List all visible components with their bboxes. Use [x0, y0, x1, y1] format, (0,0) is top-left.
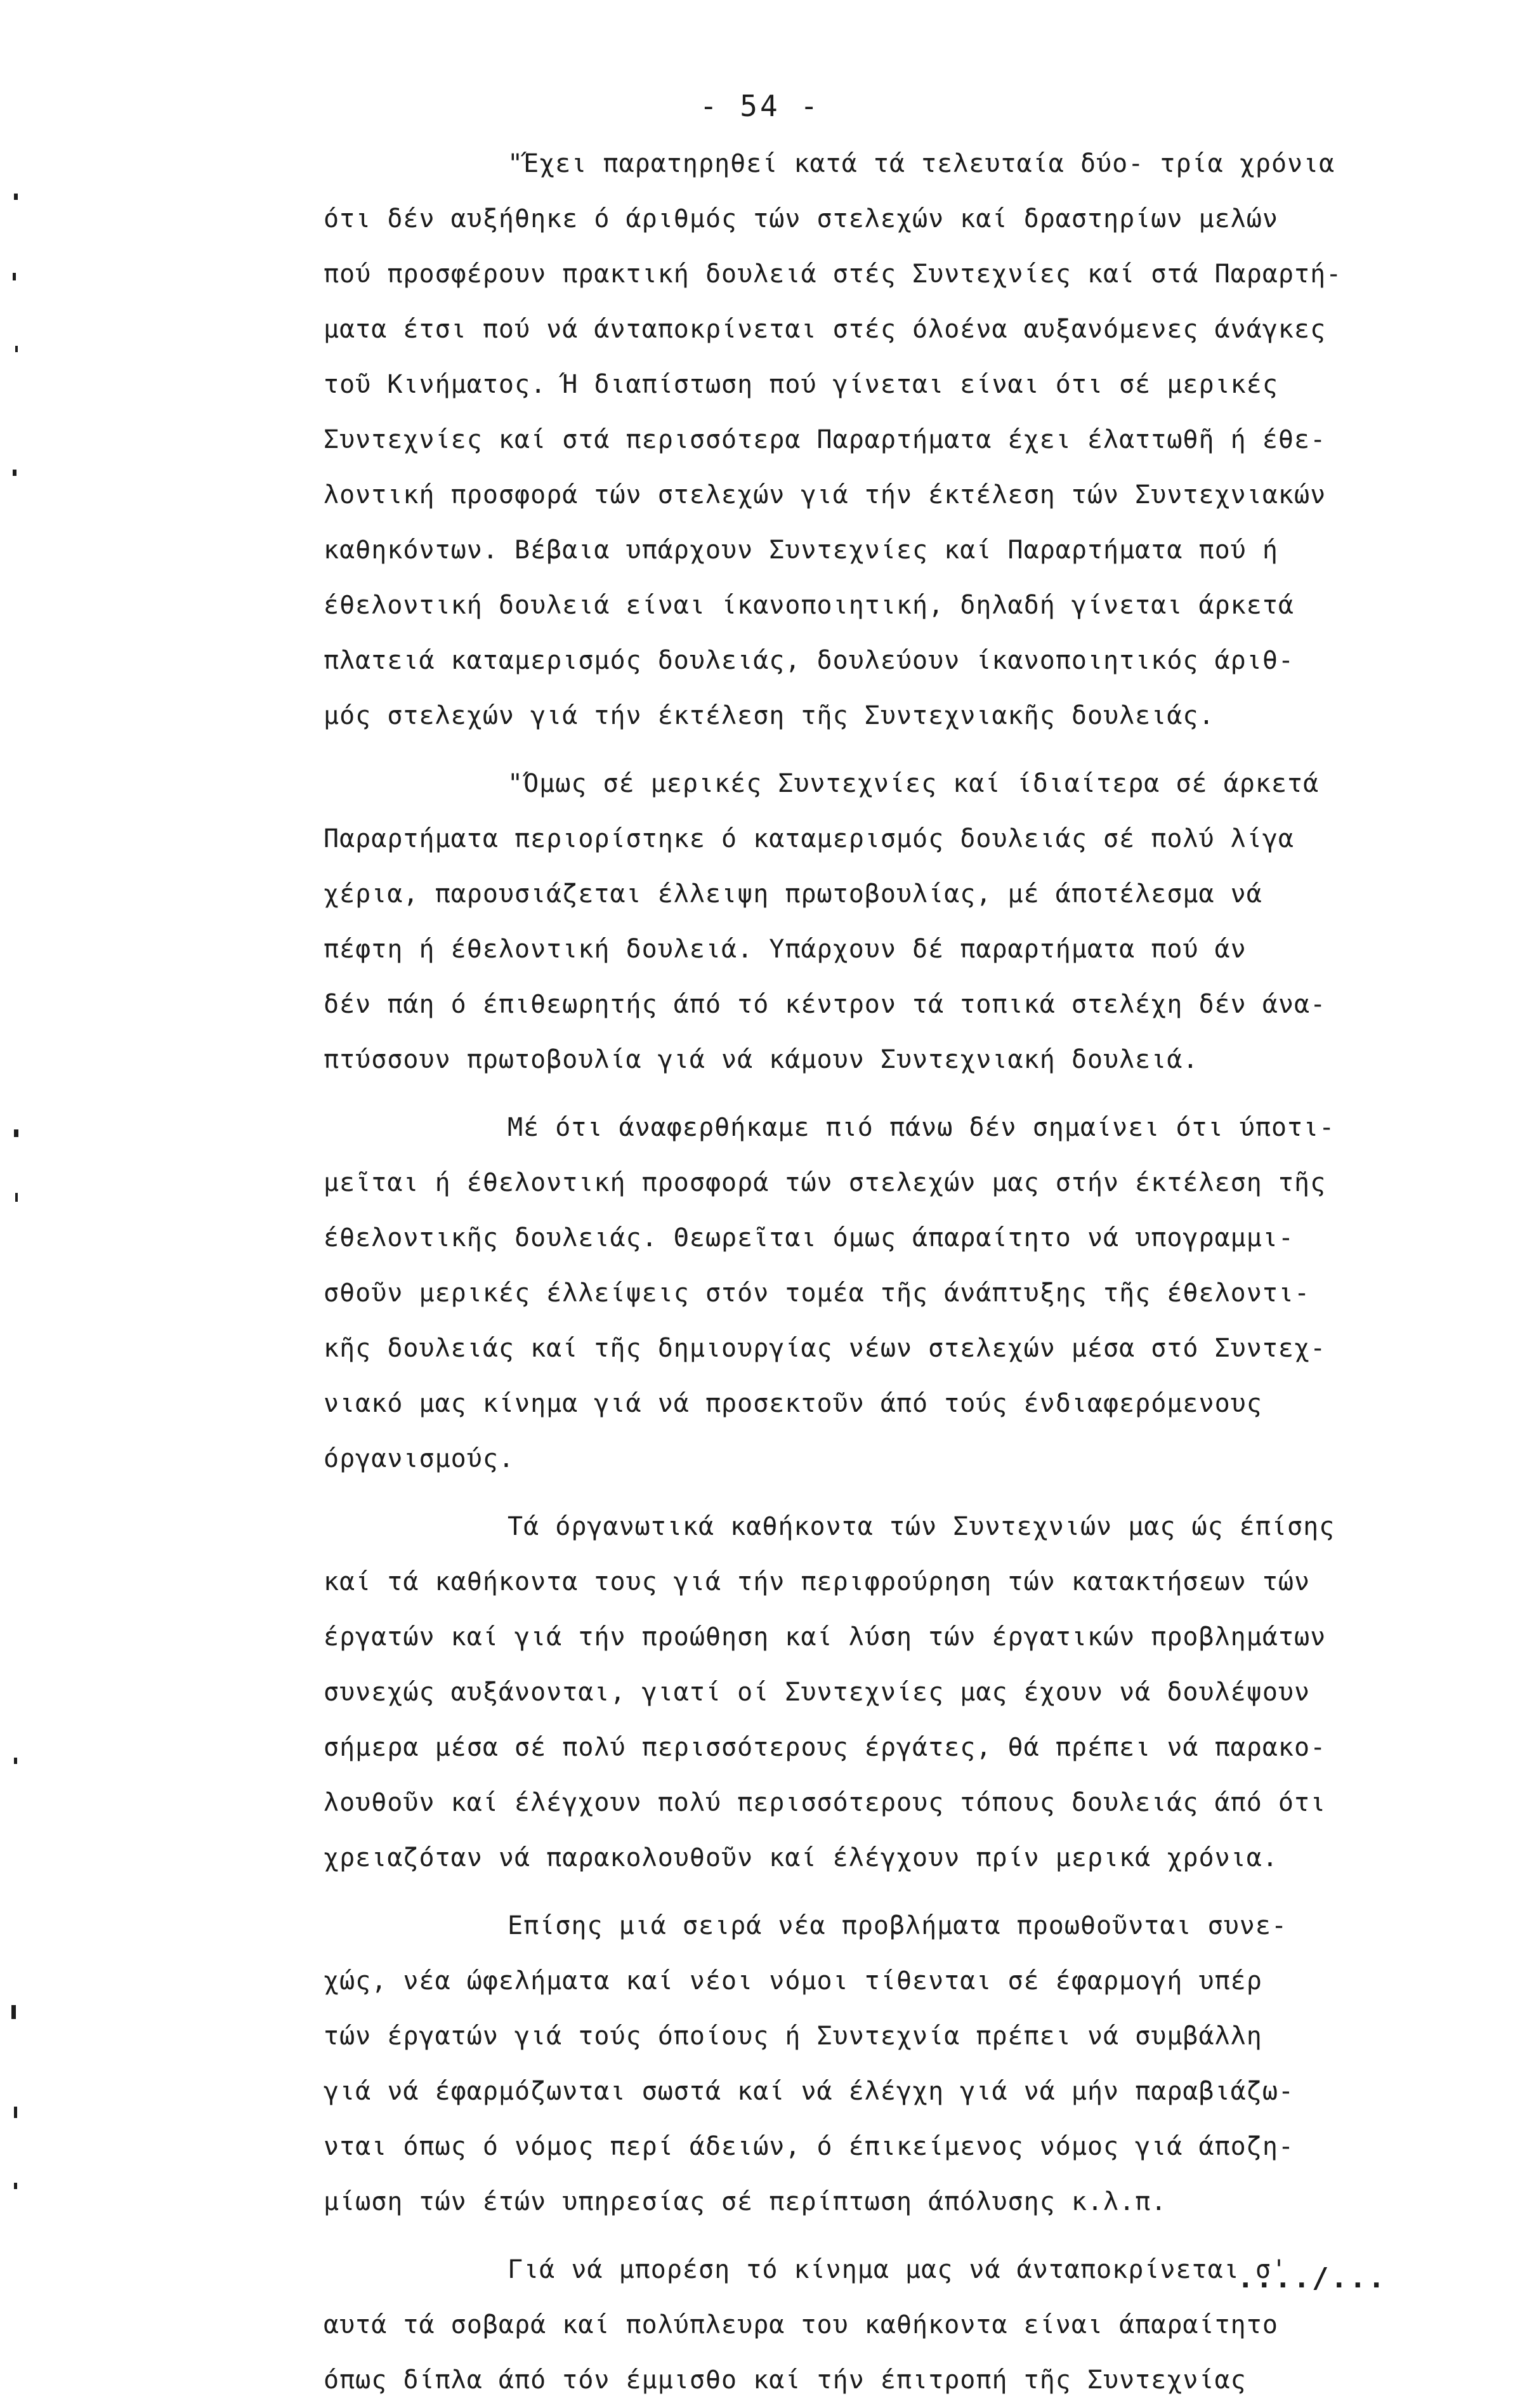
text-line: όργανισμούς.: [324, 1444, 514, 1473]
text-line: πτύσσουν πρωτοβουλία γιά νά κάμουν Συντεχνιακή δουλειά.: [324, 1045, 1199, 1074]
text-line: Τά όργανωτικά καθήκοντα τών Συντεχνιών μας ώς έπίσης: [508, 1512, 1335, 1541]
continuation-marker: ..../...: [1237, 2262, 1387, 2294]
text-line: συνεχώς αυξάνονται, γιατί οί Συντεχνίες μας έχουν νά δουλέψουν: [324, 1678, 1311, 1707]
text-line: έργατών καί γιά τήν προώθηση καί λύση τών έργατικών προβλημάτων: [324, 1622, 1327, 1652]
text-line: μεῖται ή έθελοντική προσφορά τών στελεχών μας στήν έκτέλεση τῆς: [324, 1168, 1327, 1197]
text-line: Συντεχνίες καί στά περισσότερα Παραρτήματα έχει έλαττωθῆ ή έθε-: [324, 425, 1327, 454]
text-line: κῆς δουλειάς καί τῆς δημιουργίας νέων στελεχών μέσα στό Συντεχ-: [324, 1334, 1327, 1363]
text-line: όπως δίπλα άπό τόν έμμισθο καί τήν έπιτροπή τῆς Συντεχνίας: [324, 2365, 1247, 2395]
scan-speck: [14, 1129, 18, 1137]
body-text: [324, 136, 1453, 2408]
scan-margin-marks: [0, 0, 76, 2372]
text-line: νται όπως ό νόμος περί άδειών, ό έπικείμενος νόμος γιά άποζη-: [324, 2132, 1295, 2161]
text-line: "Όμως σέ μερικές Συντεχνίες καί ίδιαίτερα σέ άρκετά: [508, 769, 1320, 798]
text-line: καί τά καθήκοντα τους γιά τήν περιφρούρηση τών κατακτήσεων τών: [324, 1567, 1311, 1596]
text-line: έθελοντικῆς δουλειάς. Θεωρεῖται όμως άπαραίτητο νά υπογραμμι-: [324, 1223, 1295, 1253]
text-line: χώς, νέα ώφελήματα καί νέοι νόμοι τίθενται σέ έφαρμογή υπέρ: [324, 1966, 1262, 1996]
text-line: χρειαζόταν νά παρακολουθοῦν καί έλέγχουν πρίν μερικά χρόνια.: [324, 1843, 1278, 1872]
page-number: - 54 -: [699, 89, 821, 123]
text-line: δέν πάη ό έπιθεωρητής άπό τό κέντρον τά τοπικά στελέχη δέν άνα-: [324, 990, 1327, 1019]
text-line: πέφτη ή έθελοντική δουλειά. Υπάρχουν δέ παραρτήματα πού άν: [324, 935, 1247, 964]
scan-speck: [14, 194, 18, 200]
text-line: λοντική προσφορά τών στελεχών γιά τήν έκτέλεση τών Συντεχνιακών: [324, 480, 1327, 510]
scan-speck: [15, 346, 18, 352]
text-line: ότι δέν αυξήθηκε ό άριθμός τών στελεχών καί δραστηρίων μελών: [324, 204, 1278, 234]
text-line: πλατειά καταμερισμός δουλειάς, δουλεύουν ίκανοποιητικός άριθ-: [324, 646, 1295, 675]
text-line: μός στελεχών γιά τήν έκτέλεση τῆς Συντεχνιακῆς δουλειάς.: [324, 701, 1215, 730]
scan-speck: [13, 470, 16, 476]
text-line: "Έχει παρατηρηθεί κατά τά τελευταία δύο- τρία χρόνια: [508, 149, 1335, 178]
scan-speck: [14, 2183, 17, 2189]
scan-speck: [14, 1758, 17, 1764]
text-line: σθοῦν μερικές έλλείψεις στόν τομέα τῆς άνάπτυξης τῆς έθελοντι-: [324, 1279, 1311, 1308]
text-line: χέρια, παρουσιάζεται έλλειψη πρωτοβουλίας, μέ άποτέλεσμα νά: [324, 879, 1262, 909]
text-line: νιακό μας κίνημα γιά νά προσεκτοῦν άπό τούς ένδιαφερόμενους: [324, 1389, 1262, 1418]
text-line: μίωση τών έτών υπηρεσίας σέ περίπτωση άπόλυσης κ.λ.π.: [324, 2187, 1167, 2216]
text-line: σήμερα μέσα σέ πολύ περισσότερους έργάτες, θά πρέπει νά παρακο-: [324, 1733, 1327, 1762]
text-line: αυτά τά σοβαρά καί πολύπλευρα του καθήκοντα είναι άπαραίτητο: [324, 2310, 1278, 2339]
text-line: καθηκόντων. Βέβαια υπάρχουν Συντεχνίες καί Παραρτήματα πού ή: [324, 536, 1278, 565]
text-line: έθελοντική δουλειά είναι ίκανοποιητική, δηλαδή γίνεται άρκετά: [324, 591, 1295, 620]
text-line: τοῦ Κινήματος. Ή διαπίστωση πού γίνεται είναι ότι σέ μερικές: [324, 370, 1278, 399]
scan-speck: [15, 1193, 18, 1202]
scan-speck: [11, 2005, 16, 2019]
text-line: λουθοῦν καί έλέγχουν πολύ περισσότερους τόπους δουλειάς άπό ότι: [324, 1788, 1327, 1817]
text-line: Επίσης μιά σειρά νέα προβλήματα προωθοῦνται συνε-: [508, 1911, 1288, 1940]
text-line: Μέ ότι άναφερθήκαμε πιό πάνω δέν σημαίνει ότι ύποτι-: [508, 1113, 1335, 1142]
scan-speck: [14, 2107, 17, 2118]
scan-speck: [13, 273, 16, 280]
text-line: ματα έτσι πού νά άνταποκρίνεται στές όλοένα αυξανόμενες άνάγκες: [324, 315, 1327, 344]
text-line: γιά νά έφαρμόζωνται σωστά καί νά έλέγχη γιά νά μήν παραβιάζω-: [324, 2077, 1295, 2106]
text-line: Γιά νά μπορέση τό κίνημα μας νά άνταποκρίνεται σ': [508, 2255, 1288, 2284]
text-line: τών έργατών γιά τούς όποίους ή Συντεχνία πρέπει νά συμβάλλη: [324, 2022, 1262, 2051]
text-line: Παραρτήματα περιορίστηκε ό καταμερισμός δουλειάς σέ πολύ λίγα: [324, 824, 1295, 853]
text-line: πού προσφέρουν πρακτική δουλειά στές Συντεχνίες καί στά Παραρτή-: [324, 260, 1342, 289]
